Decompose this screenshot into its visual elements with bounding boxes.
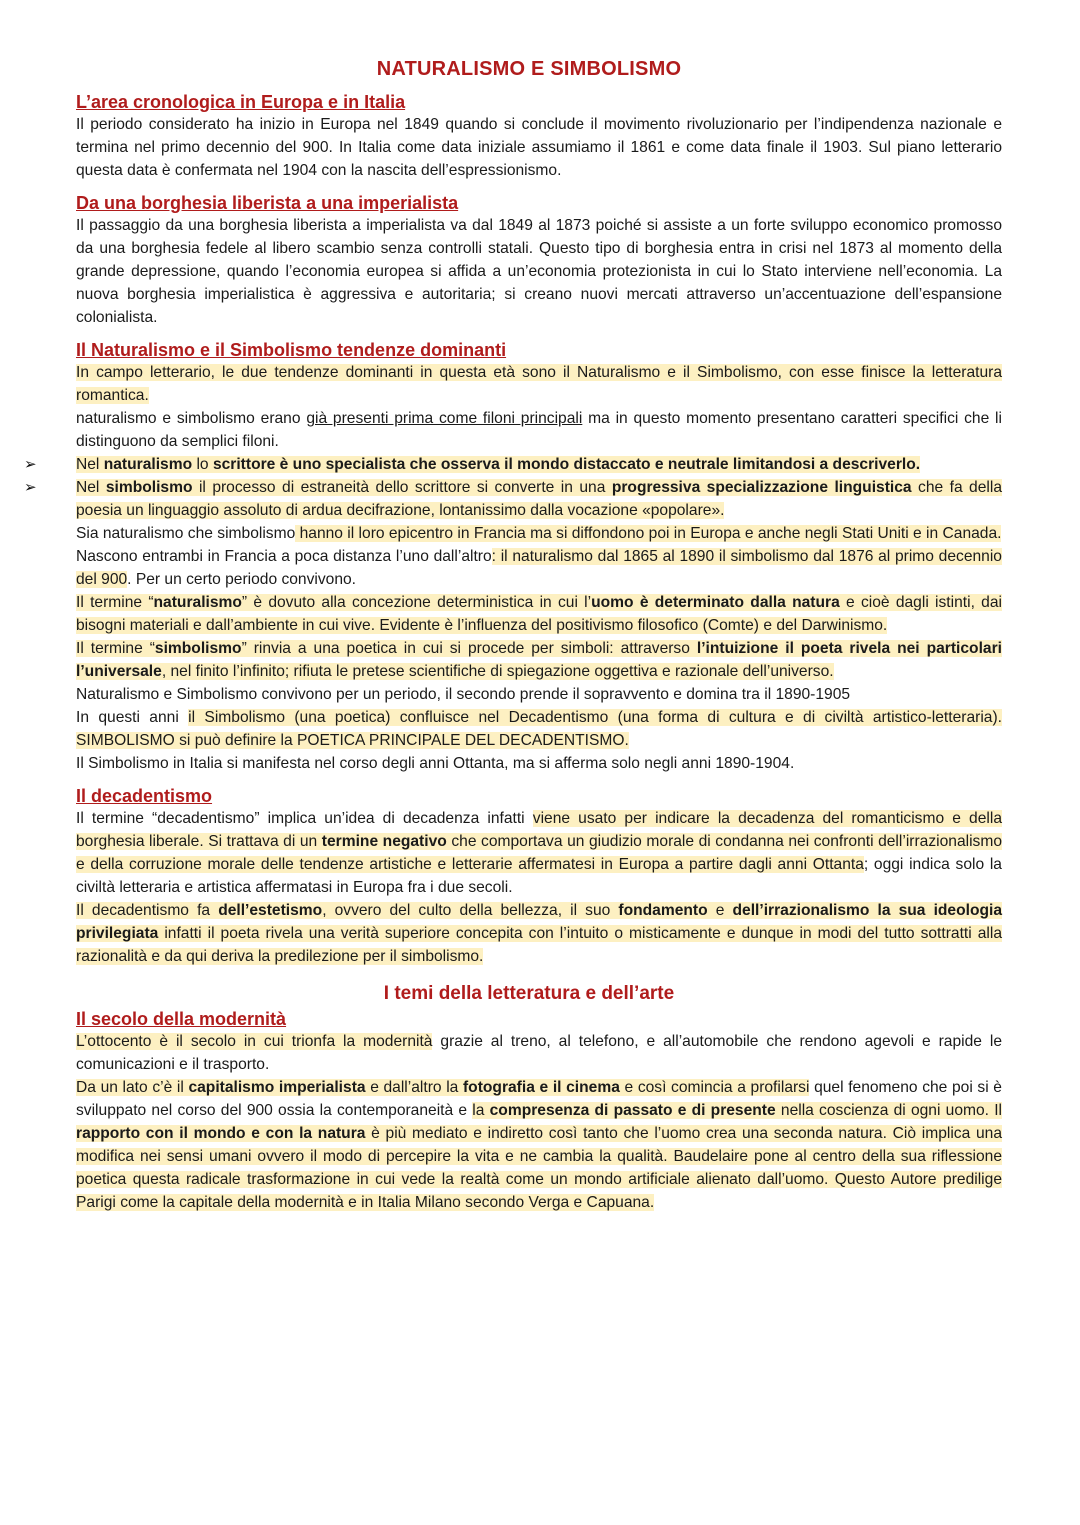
paragraph-capitalism: Da un lato c’è il capitalismo imperialista e dall’altro la fotografia e il cinema e così comincia a profilarsi quel fenomeno che poi si è sviluppato nel corso del 900 ossia la contemporaneità e la compresenza di passato e di presente nella coscienza di ogni uomo. Il rapporto con il mondo e con la natura è più mediato e indiretto così tanto che l’uomo crea una seconda natura. Ciò implica una modifica nei sensi umani ovvero il modo di percepire la vita e ne cambia la qualità. Baudelaire pone al centro della sua riflessione poetica questa radicale trasformazione in cui vede la realtà come un mondo artificiale alienato dall’uomo. Questo Autore predilige Parigi come la capitale della modernità e in Italia Milano secondo Verga e Capuana. (76, 1079, 1002, 1211)
highlight: Evidente è l’influenza del positivismo filosofico (Comte) e del Darwinismo. (375, 617, 888, 634)
highlight: hanno il loro epicentro in Francia ma si diffondono poi in Europa e anche negli Stati Uniti e in Canada. (295, 525, 1002, 542)
highlight: Il decadentismo fa dell’estetismo, ovvero del culto della bellezza, il suo fondamento e dell’irrazionalismo la sua ideologia privilegiata infatti il poeta rivela una verità superiore concepita con l’intuito o misticamente e dunque in modi del tutto sottratti alla razionalità e da qui deriva la predilezione per il simbolismo. (76, 902, 1003, 965)
highlight: Da un lato c’è il capitalismo imperialista e dall’altro la fotografia e il cinema e così comincia a profilarsi (76, 1079, 810, 1096)
bullet-simbolismo (24, 476, 1002, 522)
section-heading-decadentism: Il decadentismo (76, 786, 213, 806)
paragraph-born-in-france: Nascono entrambi in Francia a poca distanza l’uno dall’altro: il naturalismo dal 1865 al 1890 il simbolismo dal 1876 al primo decennio del 900. Per un certo periodo convivono. (76, 548, 1002, 588)
bullet-naturalismo (24, 453, 1002, 476)
paragraph-term-simbolismo (76, 637, 1002, 683)
arrow-bullet-icon: ➢ (24, 456, 37, 473)
highlight: : il naturalismo dal 1865 al 1890 il simbolismo dal 1876 al primo decennio del 900 (76, 548, 1002, 588)
section-heading-modernity: Il secolo della modernità (76, 1009, 287, 1029)
section-heading-chronology: L’area cronologica in Europa e in Italia (76, 92, 406, 112)
page-title: NATURALISMO E SIMBOLISMO (376, 58, 682, 80)
paragraph-coexist: Naturalismo e Simbolismo convivono per un periodo, il secondo prende il sopravvento e domina tra il 1890-1905 (76, 686, 851, 703)
section-heading-tendencies: Il Naturalismo e il Simbolismo tendenze dominanti (76, 340, 507, 360)
highlight: L’ottocento è il secolo in cui trionfa la modernità (76, 1033, 433, 1050)
section-heading-bourgeoisie: Da una borghesia liberista a una imperialista (76, 193, 459, 213)
paragraph-estetismo (76, 899, 1002, 968)
underlined-text: già presenti prima come filoni principali (306, 410, 583, 427)
highlight: la compresenza di passato e di presente nella coscienza di ogni uomo. Il rapporto con il mondo e con la natura è più mediato e indiretto così tanto che l’uomo crea una seconda natura. Ciò implica una modifica nei sensi umani ovvero il modo di percepire la vita e ne cambia la qualità. Baudelaire pone al centro della sua riflessione poetica questa radicale trasformazione in cui vede la realtà come un mondo artificiale alienato dall’uomo. Questo Autore predilige Parigi come la capitale della modernità e in Italia Milano secondo Verga e Capuana. (76, 1102, 1002, 1211)
subtitle-themes: I temi della letteratura e dell’arte (383, 983, 675, 1004)
highlight: In campo letterario, le due tendenze dominanti in questa età sono il Naturalismo e il Simbolismo, con esse finisce la letteratura romantica. (76, 364, 1002, 404)
paragraph-literary-field (76, 361, 1002, 407)
paragraph-italy: Il Simbolismo in Italia si manifesta nel corso degli anni Ottanta, ma si afferma solo negli anni 1890-1904. (76, 755, 795, 772)
paragraph-decadentism-link: In questi anni il Simbolismo (una poetica) confluisce nel Decadentismo (una forma di cultura e di civiltà artistico-letteraria). SIMBOLISMO si può definire la POETICA PRINCIPALE DEL DECADENTISMO. (76, 709, 1002, 749)
highlight: viene usato per indicare la decadenza del romanticismo e della borghesia liberale. Si trattava di un termine negativo che comportava un giudizio morale di condanna nei confronti dell’irrazionalismo e della corruzione morale delle tendenze artistiche e letterarie affermatesi in Europa a partire dagli anni Ottanta (76, 810, 1003, 873)
highlight: il Simbolismo (una poetica) confluisce nel Decadentismo (una forma di cultura e di civiltà artistico-letteraria). SIMBOLISMO si può definire la POETICA PRINCIPALE DEL DECADENTISMO. (76, 709, 1002, 749)
paragraph-ottocento: L’ottocento è il secolo in cui trionfa la modernità grazie al treno, al telefono, e all’automobile che rendono agevoli e rapide le comunicazioni e il trasporto. (76, 1033, 1002, 1073)
arrow-bullet-icon: ➢ (24, 479, 37, 496)
highlight: Il termine “simbolismo” rinvia a una poetica in cui si procede per simboli: attraverso l’intuizione il poeta rivela nei particolari l’universale, nel finito l’infinito; rifiuta le pretese scientifiche di spiegazione oggettiva e razionale dell’universo. (76, 640, 1002, 680)
paragraph-chronology: Il periodo considerato ha inizio in Europa nel 1849 quando si conclude il movimento rivoluzionario per l’indipendenza nazionale e termina nel primo decennio del 900. In Italia come data iniziale assumiamo il 1861 e come data finale il 1903. Sul piano letterario questa data è confermata nel 1904 con la nascita dell’espressionismo. (76, 116, 1002, 179)
paragraph-term-naturalismo (76, 591, 1002, 637)
paragraph-bourgeoisie: Il passaggio da una borghesia liberista a imperialista va dal 1849 al 1873 poiché si assiste a un forte sviluppo economico promosso da una borghesia fedele al libero scambio senza controlli statali. Questo tipo di borghesia entra in crisi nel 1873 al momento della grande depressione, quando l’economia europea si affida a un’economia protezionista in cui lo Stato interviene nell’economia. La nuova borghesia imperialistica è aggressiva e autoritaria; si creano nuovi mercati attraverso un’accentuazione dell’espansione colonialista. (76, 217, 1002, 326)
paragraph-epicenter: Sia naturalismo che simbolismo hanno il loro epicentro in Francia ma si diffondono poi in Europa e anche negli Stati Uniti e in Canada. (76, 525, 1002, 542)
paragraph-decadentism-term: Il termine “decadentismo” implica un’idea di decadenza infatti viene usato per indicare la decadenza del romanticismo e della borghesia liberale. Si trattava di un termine negativo che comportava un giudizio morale di condanna nei confronti dell’irrazionalismo e della corruzione morale delle tendenze artistiche e letterarie affermatesi in Europa a partire dagli anni Ottanta; oggi indica solo la civiltà letteraria e artistica affermatasi in Europa fra i due secoli. (76, 810, 1003, 896)
paragraph-already-present: naturalismo e simbolismo erano già presenti prima come filoni principali ma in questo momento presentano caratteri specifici che li distinguono da semplici filoni. (76, 410, 1002, 450)
highlight: Il termine “naturalismo” è dovuto alla concezione deterministica in cui l’uomo è determinato dalla natura e cioè dagli istinti, dai bisogni materiali e dall’ambiente in cui vive. (76, 594, 1002, 634)
highlight: Nel simbolismo il processo di estraneità dello scrittore si converte in una progressiva specializzazione linguistica che fa della poesia un linguaggio assoluto di ardua decifrazione, lontanissimo dalla vocazione «popolare». (76, 479, 1002, 519)
highlight: Nel naturalismo lo scrittore è uno specialista che osserva il mondo distaccato e neutrale limitandosi a descriverlo. (76, 456, 921, 473)
